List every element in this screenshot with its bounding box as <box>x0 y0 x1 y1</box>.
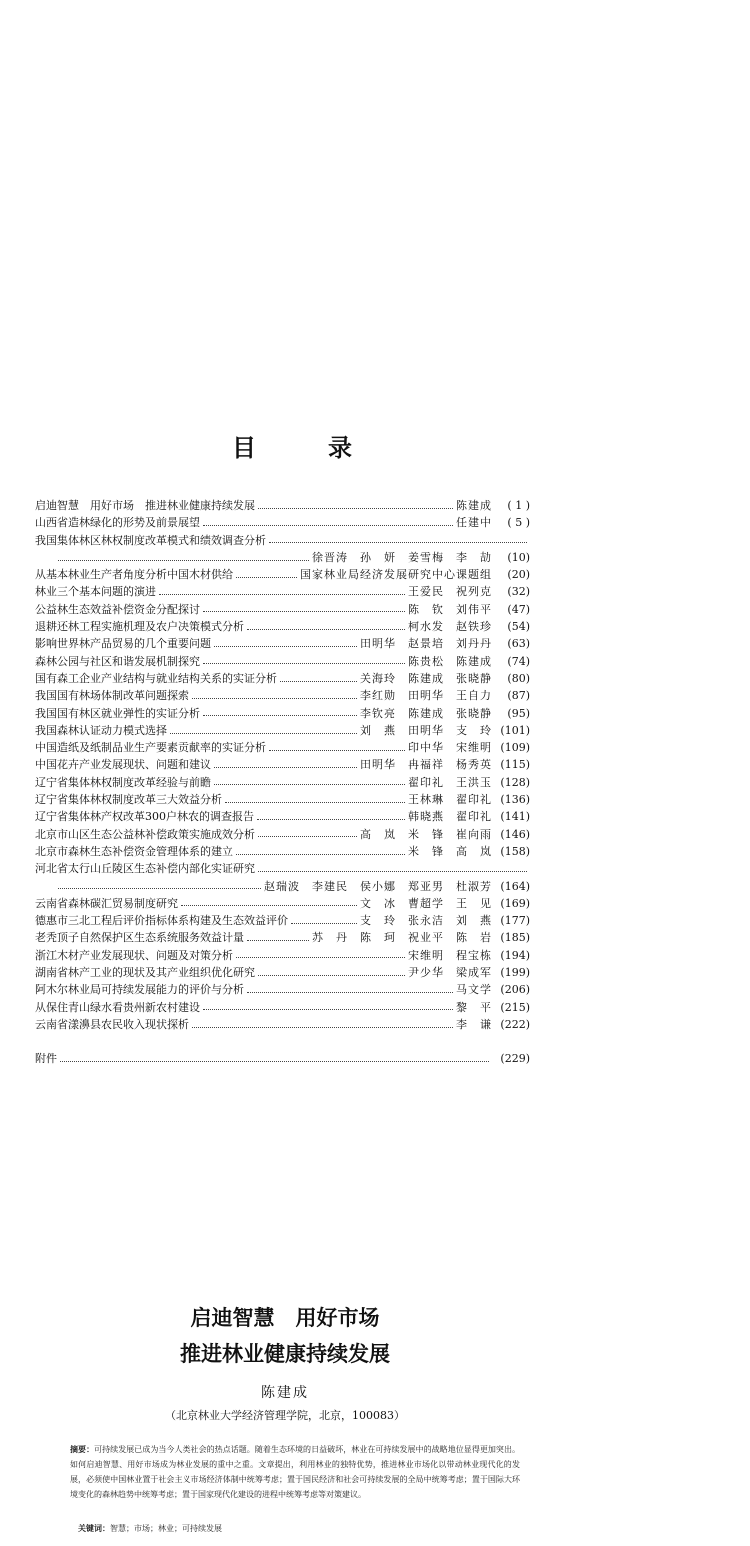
toc-leader-dots <box>203 610 405 612</box>
toc-entry[interactable] <box>35 532 530 549</box>
keywords <box>78 1523 222 1534</box>
toc-entry-title: 我国国有林区就业弹性的实证分析 <box>35 706 200 720</box>
toc-entry-author: 陈 钦 刘伟平 <box>408 602 492 616</box>
toc-entry[interactable] <box>35 705 530 722</box>
toc-entry-page: ( 5 ) <box>507 516 530 530</box>
toc-entry-author: 赵瑞波 李建民 侯小娜 郑亚男 杜淑芳 <box>264 879 492 893</box>
toc-leader-dots <box>257 818 405 820</box>
toc-entry-title: 我国森林认证动力模式选择 <box>35 723 167 737</box>
toc-entry-author: 印中华 宋维明 <box>408 741 492 755</box>
toc-entry-title: 北京市山区生态公益林补偿政策实施成效分析 <box>35 827 255 841</box>
toc-entry-title: 阿木尔林业局可持续发展能力的评价与分析 <box>35 983 244 997</box>
abstract-label: 摘要： <box>70 1444 95 1454</box>
toc-entry[interactable] <box>35 739 530 756</box>
toc-leader-dots <box>258 507 453 509</box>
toc-entry-title: 从基本林业生产者角度分析中国木材供给 <box>35 568 233 582</box>
toc-leader-dots <box>291 922 357 924</box>
toc-appendix-page: (229) <box>500 1052 530 1066</box>
toc-entry-page: (215) <box>500 1000 530 1014</box>
toc-entry-author: 关海玲 陈建成 张晓静 <box>360 671 492 685</box>
toc-entry-title: 山西省造林绿化的形势及前景展望 <box>35 516 200 530</box>
toc-entry-title: 中国造纸及纸制品业生产要素贡献率的实证分析 <box>35 741 266 755</box>
toc-entry-page: (95) <box>507 706 530 720</box>
toc-entry-title: 启迪智慧 用好市场 推进林业健康持续发展 <box>35 499 255 512</box>
toc-entry[interactable] <box>35 999 530 1016</box>
toc-entry-title: 中国花卉产业发展现状、问题和建议 <box>35 758 211 772</box>
toc-heading-left: 目 <box>232 433 256 462</box>
toc-leader-dots <box>247 628 405 630</box>
toc-leader-dots <box>236 576 297 578</box>
toc-entry[interactable] <box>35 895 530 912</box>
toc-entry-author: 宋维明 程宝栋 <box>408 948 492 962</box>
toc-leader-dots <box>181 904 357 906</box>
article-title-line2: 推进林业健康持续发展 <box>180 1342 390 1366</box>
abstract <box>70 1442 520 1502</box>
toc-entry[interactable] <box>35 497 530 514</box>
toc-entry-author: 李钦亮 陈建成 张晓静 <box>360 706 492 720</box>
toc-entry-author: 王爱民 祝列克 <box>408 585 492 599</box>
toc-entry-page: (10) <box>507 550 530 564</box>
toc-entry-page: (20) <box>507 568 530 582</box>
toc-entry[interactable] <box>35 947 530 964</box>
toc-entry-page: (194) <box>500 948 530 962</box>
toc-entry-author: 柯水发 赵铁珍 <box>408 620 492 634</box>
toc-entry-author: 米 锋 高 岚 <box>408 844 492 858</box>
article-title <box>0 1300 570 1372</box>
toc-entry[interactable] <box>35 878 530 895</box>
toc-entry[interactable] <box>35 566 530 583</box>
toc-leader-dots <box>203 1008 453 1010</box>
toc-entry-page: (87) <box>507 689 530 703</box>
toc-entry[interactable] <box>35 653 530 670</box>
toc-leader-dots <box>192 697 357 699</box>
toc-entry-title: 北京市森林生态补偿资金管理体系的建立 <box>35 844 233 858</box>
toc-entry[interactable] <box>35 843 530 860</box>
toc-entry[interactable] <box>35 756 530 773</box>
toc-entry[interactable] <box>35 635 530 652</box>
toc-entry[interactable] <box>35 1016 530 1033</box>
toc-entry-page: (115) <box>500 758 530 772</box>
toc-entry-page: (177) <box>500 914 530 928</box>
toc-entry-title: 辽宁省集体林产权改革300户林农的调查报告 <box>35 810 254 824</box>
toc-entry-title: 公益林生态效益补偿资金分配探讨 <box>35 602 200 616</box>
abstract-text: 可持续发展已成为当今人类社会的热点话题。随着生态环境的日益破坏，林业在可持续发展中的战略地位显得更加突出。如何启迪智慧、用好市场成为林业发展的重中之重。文章提出，利用林业的独特优势，推进林业市场化以带动林业现代化的发展，必须使中国林业置于社会主义市场经济体制中统筹考虑；置于国民经济和社会可持续发展的全局中统筹考虑；置于国际大环境变化的森林趋势中统筹考虑；置于国家现代化建设的进程中统筹考虑等对策建议。 <box>70 1445 520 1499</box>
toc-entry-author: 苏 丹 陈 珂 祝业平 陈 岩 <box>312 931 492 945</box>
toc-entry-author: 翟印礼 王洪玉 <box>408 775 492 789</box>
toc-entry-author: 刘 燕 田明华 支 玲 <box>360 723 492 737</box>
toc-entry[interactable] <box>35 549 530 566</box>
toc-entry-page: (63) <box>507 637 530 651</box>
toc-entry-author: 韩晓燕 翟印礼 <box>408 810 492 824</box>
toc-entry-title: 我国国有林场体制改革问题探索 <box>35 689 189 703</box>
toc-entry-page: (74) <box>507 654 530 668</box>
toc-entry-title: 辽宁省集体林权制度改革经验与前瞻 <box>35 775 211 789</box>
toc-entry-title: 浙江木材产业发展现状、问题及对策分析 <box>35 948 233 962</box>
toc-entry[interactable] <box>35 912 530 929</box>
toc-leader-dots <box>236 956 405 958</box>
toc-entry-author: 田明华 赵景培 刘丹丹 <box>360 637 492 651</box>
toc-leader-dots <box>236 853 405 855</box>
toc-entry-author: 文 冰 曹超学 王 见 <box>360 896 492 910</box>
toc-entry[interactable] <box>35 618 530 635</box>
toc-entry-page: (54) <box>507 620 530 634</box>
article-title-line1: 启迪智慧 用好市场 <box>190 1306 380 1330</box>
toc-entry-page: (109) <box>500 741 530 755</box>
toc-entry[interactable] <box>35 791 530 808</box>
toc-leader-dots <box>280 680 357 682</box>
toc-entry-title: 影响世界林产品贸易的几个重要问题 <box>35 637 211 651</box>
toc-leader-dots <box>258 870 527 872</box>
toc-heading-right: 录 <box>328 433 352 462</box>
toc-entry[interactable] <box>35 774 530 791</box>
toc-entry-title: 德惠市三北工程后评价指标体系构建及生态效益评价 <box>35 914 288 928</box>
toc-entry[interactable] <box>35 808 530 825</box>
article-author: 陈建成 <box>261 1385 309 1401</box>
toc-leader-dots <box>58 887 261 889</box>
toc-entry-author: 徐晋涛 孙 妍 姜雪梅 李 劼 <box>312 550 492 564</box>
toc-leader-dots <box>269 749 405 751</box>
toc-entry-title: 从保住青山绿水看贵州新农村建设 <box>35 1000 200 1014</box>
toc-entry-page: (185) <box>500 931 530 945</box>
toc-entry-page: (146) <box>500 827 530 841</box>
toc-entry-author: 国家林业局经济发展研究中心课题组 <box>300 568 492 582</box>
toc-entry-title: 国有森工企业产业结构与就业结构关系的实证分析 <box>35 671 277 685</box>
toc-entry[interactable] <box>35 670 530 687</box>
toc-heading <box>232 428 352 463</box>
toc-entry-author: 黎 平 <box>456 1000 492 1014</box>
toc-entry-page: (199) <box>500 966 530 980</box>
toc-leader-dots <box>58 559 309 561</box>
toc-entry[interactable] <box>35 687 530 704</box>
toc-entry[interactable] <box>35 964 530 981</box>
toc-leader-dots <box>247 991 453 993</box>
toc-entry-author: 陈贵松 陈建成 <box>408 654 492 668</box>
toc-entry-author: 陈建成 <box>456 499 492 512</box>
toc-entry-author: 任建中 <box>456 516 492 530</box>
article-affiliation: （北京林业大学经济管理学院，北京，100083） <box>165 1409 405 1422</box>
toc-entry-page: (222) <box>500 1017 530 1031</box>
toc-entry-title: 老秃顶子自然保护区生态系统服务效益计量 <box>35 931 244 945</box>
toc-leader-dots <box>192 1026 453 1028</box>
toc-entry[interactable] <box>35 514 530 531</box>
toc-entry-author: 支 玲 张永洁 刘 燕 <box>360 914 492 928</box>
toc-entry-author: 高 岚 米 锋 崔向雨 <box>360 827 492 841</box>
toc-leader-dots <box>159 593 405 595</box>
toc-entry-title: 退耕还林工程实施机理及农户决策模式分析 <box>35 620 244 634</box>
toc-entry-title: 云南省漾濞县农民收入现状探析 <box>35 1017 189 1031</box>
toc-entry-page: (164) <box>500 879 530 893</box>
toc-entry-author: 李红勋 田明华 王自力 <box>360 689 492 703</box>
toc-entry-page: (206) <box>500 983 530 997</box>
toc-leader-dots <box>203 714 357 716</box>
toc-entry-page: (136) <box>500 793 530 807</box>
toc-leader-dots <box>214 783 405 785</box>
toc-entry-title: 河北省太行山丘陵区生态补偿内部化实证研究 <box>35 862 255 876</box>
toc-entry-page: (141) <box>500 810 530 824</box>
toc-entry-page: (47) <box>507 602 530 616</box>
toc-appendix-title: 附件 <box>35 1052 57 1066</box>
toc-entry-title: 云南省森林碳汇贸易制度研究 <box>35 896 178 910</box>
toc-entry[interactable] <box>35 826 530 843</box>
toc-entry[interactable] <box>35 601 530 618</box>
toc-leader-dots <box>214 645 357 647</box>
toc-entry-title: 辽宁省集体林权制度改革三大效益分析 <box>35 793 222 807</box>
toc-entry-page: (101) <box>500 723 530 737</box>
toc-entry-title: 我国集体林区林权制度改革模式和绩效调查分析 <box>35 533 266 547</box>
toc-entry-page: ( 1 ) <box>507 499 530 512</box>
toc-entry[interactable] <box>35 583 530 600</box>
toc-entry-page: (128) <box>500 775 530 789</box>
toc-entry[interactable] <box>35 929 530 946</box>
toc-entry-title: 湖南省林产工业的现状及其产业组织优化研究 <box>35 966 255 980</box>
toc-entry-title: 林业三个基本问题的演进 <box>35 585 156 599</box>
toc-entry-author: 田明华 冉福祥 杨秀英 <box>360 758 492 772</box>
toc-entry[interactable] <box>35 722 530 739</box>
keywords-text: 智慧；市场；林业；可持续发展 <box>110 1524 222 1533</box>
toc-leader-dots <box>203 662 405 664</box>
toc-leader-dots <box>258 835 357 837</box>
toc-leader-dots <box>60 1060 489 1062</box>
toc-leader-dots <box>247 939 309 941</box>
keywords-label: 关键词： <box>78 1523 110 1533</box>
toc-entry[interactable] <box>35 860 530 877</box>
toc-leader-dots <box>214 766 357 768</box>
toc-leader-dots <box>269 541 527 543</box>
toc-entry-author: 李 谦 <box>456 1017 492 1031</box>
toc-leader-dots <box>225 801 405 803</box>
toc-appendix[interactable] <box>35 1050 530 1067</box>
toc-entry-page: (158) <box>500 844 530 858</box>
toc-entry-title: 森林公园与社区和谐发展机制探究 <box>35 654 200 668</box>
toc-entry-author: 王林琳 翟印礼 <box>408 793 492 807</box>
toc-leader-dots <box>258 974 405 976</box>
toc-entry-author: 尹少华 梁成军 <box>408 966 492 980</box>
toc-entry-page: (32) <box>507 585 530 599</box>
toc-leader-dots <box>203 524 453 526</box>
table-of-contents <box>35 497 530 1068</box>
toc-entry-page: (80) <box>507 671 530 685</box>
toc-entry-page: (169) <box>500 896 530 910</box>
toc-entry[interactable] <box>35 981 530 998</box>
toc-entry-author: 马文学 <box>456 983 492 997</box>
toc-leader-dots <box>170 732 357 734</box>
